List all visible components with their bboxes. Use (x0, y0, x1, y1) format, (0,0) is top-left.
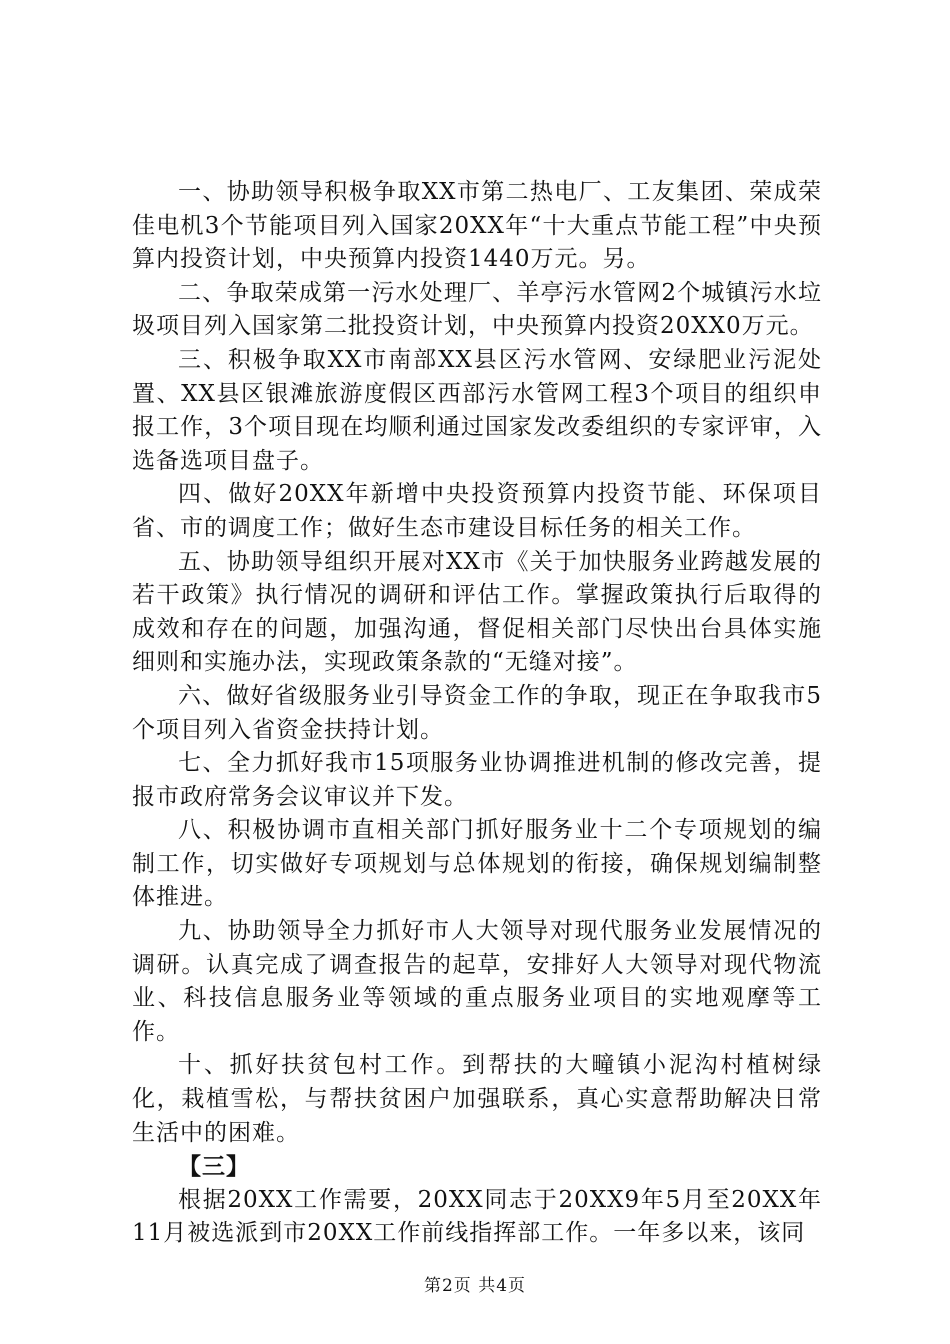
paragraph-10: 十、抓好扶贫包村工作。到帮扶的大疃镇小泥沟村植树绿化，栽植雪松，与帮扶贫困户加强联系，真心实意帮助解决日常生活中的困难。 (132, 1052, 822, 1146)
paragraph-3: 三、积极争取XX市南部XX县区污水管网、安绿肥业污泥处置、XX县区银滩旅游度假区西部污水管网工程3个项目的组织申报工作，3个项目现在均顺利通过国家发改委组织的专家评审，入选备选项目盘子。 (132, 346, 822, 474)
paragraph-6: 六、做好省级服务业引导资金工作的争取，现正在争取我市5个项目列入省资金扶持计划。 (132, 682, 822, 743)
paragraph-9: 九、协助领导全力抓好市人大领导对现代服务业发展情况的调研。认真完成了调查报告的起草，安排好人大领导对现代物流业、科技信息服务业等领域的重点服务业项目的实地观摩等工作。 (132, 918, 822, 1045)
paragraph-4: 四、做好20XX年新增中央投资预算内投资节能、环保项目省、市的调度工作；做好生态市建设目标任务的相关工作。 (132, 481, 822, 541)
document-body (132, 176, 822, 1251)
closing-paragraph: 根据20XX工作需要，20XX同志于20XX9年5月至20XX年11月被选派到市20XX工作前线指挥部工作。一年多以来，该同 (132, 1186, 822, 1247)
paragraph-7: 七、全力抓好我市15项服务业协调推进机制的修改完善，提报市政府常务会议审议并下发。 (132, 750, 822, 810)
paragraph-5: 五、协助领导组织开展对XX市《关于加快服务业跨越发展的若干政策》执行情况的调研和评估工作。掌握政策执行后取得的成效和存在的问题，加强沟通，督促相关部门尽快出台具体实施细则和实施办法，实现政策条款的“无缝对接”。 (132, 548, 822, 676)
paragraph-8: 八、积极协调市直相关部门抓好服务业十二个专项规划的编制工作，切实做好专项规划与总体规划的衔接，确保规划编制整体推进。 (132, 817, 822, 911)
page-number: 第2页 共4页 (423, 1276, 527, 1296)
section-heading: 【三】 (178, 1153, 250, 1181)
paragraph-1: 一、协助领导积极争取XX市第二热电厂、工友集团、荣成荣佳电机3个节能项目列入国家20XX年“十大重点节能工程”中央预算内投资计划，中央预算内投资1440万元。另。 (132, 179, 822, 273)
paragraph-2: 二、争取荣成第一污水处理厂、羊亭污水管网2个城镇污水垃圾项目列入国家第二批投资计划，中央预算内投资20XX0万元。 (132, 279, 822, 340)
